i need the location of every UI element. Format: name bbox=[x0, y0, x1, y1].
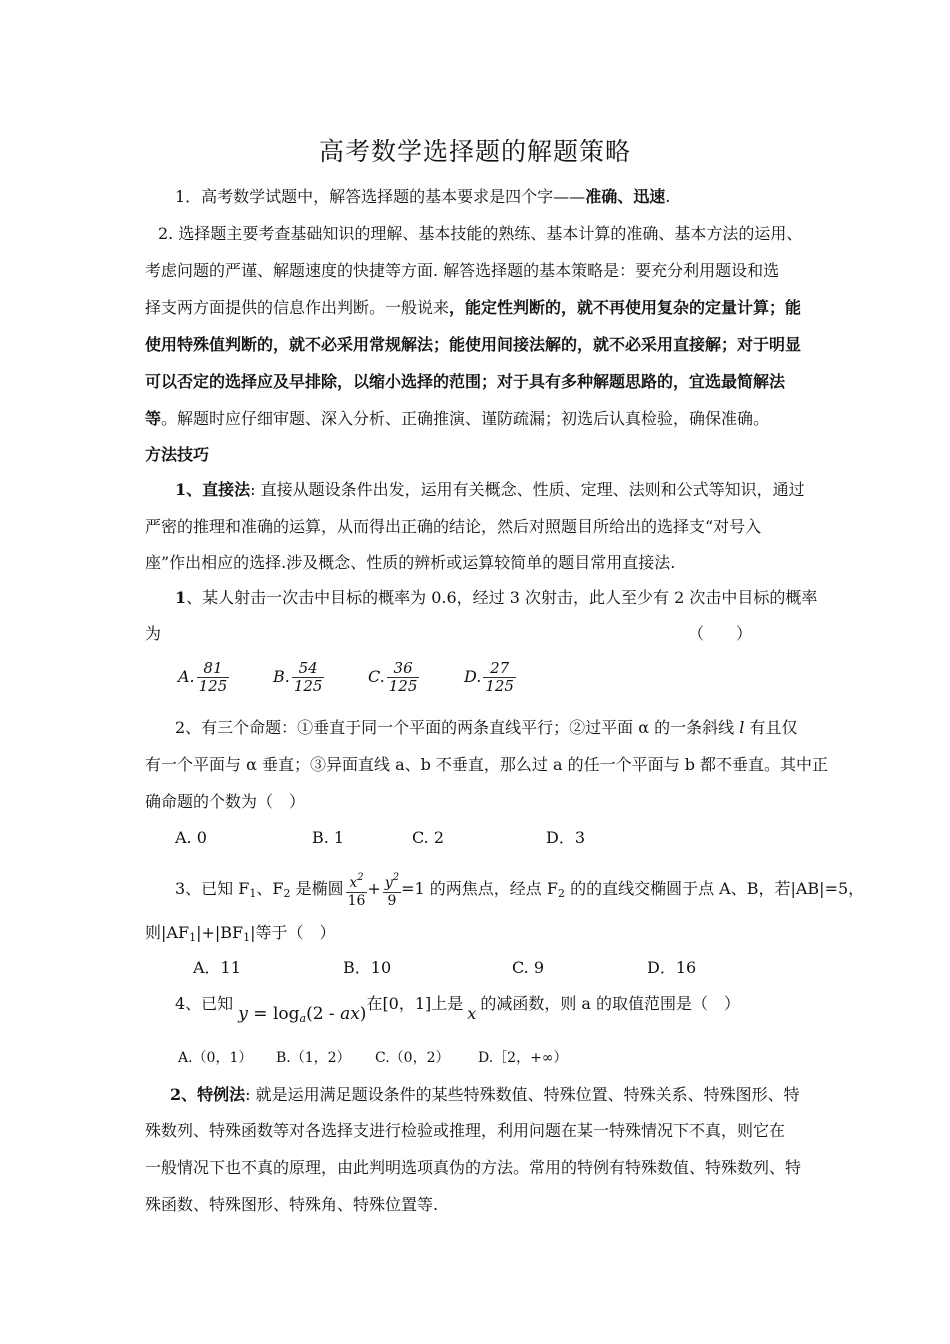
question-2-option-c: C. 2 bbox=[412, 828, 445, 847]
option-d-label: D. bbox=[464, 667, 482, 686]
ellipse-x-exp: 2 bbox=[357, 872, 364, 883]
ellipse-y-numerator bbox=[383, 869, 401, 893]
intro-point-2-line-5: 可以否定的选择应及早排除，以缩小选择的范围；对于具有多种解题思路的，宜选最简解法 bbox=[145, 372, 786, 391]
q3-l2-c: |等于（ ） bbox=[250, 923, 336, 942]
q4-formula-close: ) bbox=[359, 1004, 367, 1024]
direct-method-text: : 直接从题设条件出发，运用有关概念、性质、定理、法则和公式等知识，通过 bbox=[250, 480, 805, 499]
option-d-denominator: 125 bbox=[485, 677, 514, 695]
q3-l2-a: 则|AF bbox=[145, 923, 190, 942]
intro-line-6-normal: 。解题时应仔细审题、深入分析、正确推演、谨防疏漏；初选后认真检验，确保准确。 bbox=[161, 409, 770, 428]
q4-prefix: 4、已知 bbox=[175, 994, 234, 1013]
q3-sub-4: 1 bbox=[189, 931, 197, 944]
intro-line-6-bold: 等 bbox=[145, 409, 162, 428]
question-2-line-3: 确命题的个数为（ ） bbox=[145, 792, 306, 811]
intro-line-3-bold: ，能定性判断的，就不再使用复杂的定量计算；能 bbox=[449, 298, 802, 317]
q3-after: =1 的两焦点，经点 F bbox=[401, 879, 558, 898]
question-4-option-a: A.（0，1） bbox=[178, 1050, 253, 1066]
ellipse-y-exp: 2 bbox=[392, 872, 400, 883]
question-1-option-a bbox=[178, 660, 229, 695]
intro-point-2-line-2: 考虑问题的严谨、解题速度的快捷等方面. 解答选择题的基本策略是：要充分利用题设和选 bbox=[145, 261, 780, 280]
direct-method-line-2: 严密的推理和准确的运算，从而得出正确的结论，然后对照题目所给出的选择支“对号入 bbox=[145, 517, 762, 536]
intro-point-1 bbox=[175, 186, 670, 208]
special-method-line-1 bbox=[170, 1084, 800, 1106]
direct-method-line-3: 座”作出相应的选择.涉及概念、性质的辨析或运算较简单的题目常用直接法. bbox=[145, 553, 676, 572]
question-4-option-b: B.（1，2） bbox=[276, 1050, 351, 1066]
q3-prefix: 3、已知 F bbox=[175, 879, 250, 898]
ellipse-y-var: y bbox=[384, 875, 393, 891]
intro-point-1-text: 1．高考数学试题中，解答选择题的基本要求是四个字—— bbox=[175, 187, 586, 206]
question-1-answer-paren: （ ） bbox=[688, 624, 753, 643]
question-3-option-b: B．10 bbox=[343, 958, 392, 977]
question-2-line-1 bbox=[175, 717, 797, 739]
question-1-text: 、某人射击一次击中目标的概率为 0.6，经过 3 次射击，此人至少有 2 次击中目标的概率 bbox=[186, 588, 818, 607]
question-1-line-2: 为 bbox=[145, 624, 162, 643]
option-b-fraction bbox=[292, 660, 325, 695]
direct-method-line-1 bbox=[175, 479, 805, 501]
q3-sub-5: 1 bbox=[243, 931, 251, 944]
intro-point-2-line-3 bbox=[145, 297, 801, 319]
section-heading: 方法技巧 bbox=[145, 445, 210, 464]
option-d-fraction bbox=[483, 660, 516, 695]
question-3-option-a: A．11 bbox=[193, 958, 241, 977]
question-1-line-1 bbox=[175, 587, 817, 609]
q4-end: 的减函数，则 a 的取值范围是（ ） bbox=[480, 994, 741, 1013]
option-a-numerator: 81 bbox=[197, 660, 230, 678]
question-4-option-d: D.［2，+∞） bbox=[478, 1050, 568, 1066]
ellipse-y-fraction bbox=[383, 869, 401, 910]
option-c-numerator: 36 bbox=[387, 660, 420, 678]
question-3-option-c: C. 9 bbox=[512, 958, 545, 977]
q4-formula-rest: (2 - bbox=[306, 1004, 341, 1024]
option-a-denominator: 125 bbox=[198, 677, 228, 695]
question-3-line-1 bbox=[175, 869, 864, 910]
option-b-label: B. bbox=[273, 667, 290, 686]
page-title: 高考数学选择题的解题策略 bbox=[318, 137, 631, 166]
q4-formula bbox=[238, 1004, 366, 1024]
q3-after-2: 的的直线交椭圆于点 A、B，若|AB|=5， bbox=[564, 879, 865, 898]
ellipse-y-denominator: 9 bbox=[387, 893, 397, 909]
question-2-option-b: B. 1 bbox=[312, 828, 345, 847]
ellipse-x-denominator: 16 bbox=[347, 893, 366, 909]
option-b-numerator: 54 bbox=[292, 660, 325, 678]
ellipse-x-fraction bbox=[346, 869, 368, 910]
special-method-line-2: 殊数列、特殊函数等对各选择支进行检验或推理，利用问题在某一特殊情况下不真，则它在 bbox=[145, 1121, 786, 1140]
intro-point-1-end: . bbox=[665, 187, 671, 206]
q4-formula-log: = log bbox=[247, 1004, 300, 1024]
intro-line-3-normal: 择支两方面提供的信息作出判断。一般说来 bbox=[145, 298, 450, 317]
ellipse-x-numerator bbox=[346, 869, 368, 893]
direct-method-label: 1、直接法 bbox=[175, 480, 251, 499]
option-b-denominator: 125 bbox=[293, 677, 323, 695]
question-3-line-2 bbox=[145, 922, 336, 949]
q3-sub-3: 2 bbox=[557, 887, 565, 900]
q4-mid: 在[0，1]上是 bbox=[366, 994, 464, 1013]
q3-sub-1: 1 bbox=[249, 887, 257, 900]
option-c-denominator: 125 bbox=[388, 677, 418, 695]
special-method-label: 2、特例法 bbox=[170, 1085, 246, 1104]
question-4-option-c: C.（0，2） bbox=[375, 1050, 450, 1066]
ellipse-x-var: x bbox=[349, 875, 358, 891]
intro-point-2-line-4: 使用特殊值判断的，就不必采用常规解法；能使用间接法解的，就不必采用直接解；对于明显 bbox=[145, 335, 802, 354]
q3-l2-b: |+|BF bbox=[196, 923, 244, 942]
question-2-text-end: 有且仅 bbox=[744, 718, 798, 737]
question-4-line-1 bbox=[175, 993, 741, 1025]
special-method-line-4: 殊函数、特殊图形、特殊角、特殊位置等. bbox=[145, 1195, 439, 1214]
option-d-numerator: 27 bbox=[483, 660, 516, 678]
intro-point-2-line-6 bbox=[145, 408, 769, 430]
q4-formula-ax: ax bbox=[340, 1004, 360, 1024]
option-a-label: A. bbox=[178, 667, 195, 686]
option-a-fraction bbox=[197, 660, 230, 695]
ellipse-plus: + bbox=[367, 879, 381, 898]
question-1-number: 1 bbox=[175, 588, 187, 607]
special-method-line-3: 一般情况下也不真的原理，由此判明选项真伪的方法。常用的特例有特殊数值、特殊数列、特 bbox=[145, 1158, 802, 1177]
q4-formula-base: a bbox=[299, 1012, 307, 1025]
intro-point-2-line-1: 2. 选择题主要考查基础知识的理解、基本技能的熟练、基本计算的准确、基本方法的运用、 bbox=[158, 224, 803, 243]
question-2-option-a: A. 0 bbox=[175, 828, 207, 847]
option-c-fraction bbox=[387, 660, 420, 695]
q3-sub-2: 2 bbox=[283, 887, 291, 900]
question-2-option-d: D．3 bbox=[546, 828, 586, 847]
special-method-text: : 就是运用满足题设条件的某些特殊数值、特殊位置、特殊关系、特殊图形、特 bbox=[245, 1085, 800, 1104]
question-1-option-d bbox=[464, 660, 516, 695]
q3-mid-1: 、F bbox=[256, 879, 284, 898]
question-2-italic-l: l bbox=[739, 718, 745, 737]
intro-point-1-bold: 准确、迅速 bbox=[585, 187, 666, 206]
q4-formula-y: y bbox=[238, 1004, 248, 1024]
q3-mid-2: 是椭圆 bbox=[290, 879, 344, 898]
q4-x: x bbox=[467, 1004, 477, 1023]
question-1-option-c bbox=[368, 660, 419, 695]
question-2-text: 2、有三个命题：①垂直于同一个平面的两条直线平行；②过平面 α 的一条斜线 bbox=[175, 718, 740, 737]
question-2-line-2: 有一个平面与 α 垂直；③异面直线 a、b 不垂直，那么过 a 的任一个平面与 b 都不垂直。其中正 bbox=[145, 755, 829, 774]
option-c-label: C. bbox=[368, 667, 385, 686]
question-1-option-b bbox=[273, 660, 324, 695]
question-3-option-d: D．16 bbox=[647, 958, 697, 977]
